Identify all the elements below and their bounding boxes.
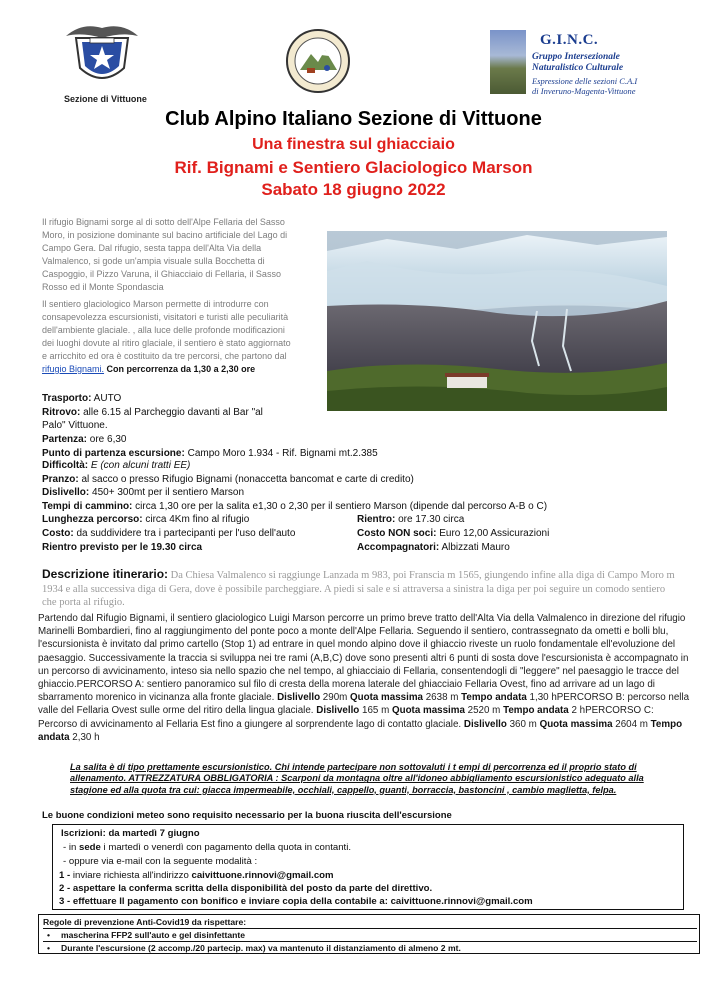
rifugio-link[interactable]: rifugio Bignami. [42, 364, 105, 374]
route-c-quota: 2604 m [612, 718, 651, 730]
route-c-quota-label: Quota massima [539, 718, 613, 730]
info-rientro-previsto [42, 541, 202, 554]
intro-p2-text: Il sentiero glaciologico Marson permette di introdurre con consapevolezza escursionisti, visitatori e turisti alle peculiarità dell'ambiente glaciale. , alla luce delle profonde modificazioni dei luoghi dovute al ritiro glaciale, il sentiero è stato aggiornato e arricchito ed ora è costituito da tre percorsi, che partono dal [42, 299, 291, 361]
trasporto-label: Trasporto: [42, 393, 92, 404]
route-b-tempo-label: Tempo andata [503, 705, 569, 717]
route-c-tempo-label: Tempo andata [38, 718, 683, 743]
step1-text: inviare richiesta all'indirizzo [72, 870, 192, 881]
rientro-previsto: Rientro previsto per le 19.30 circa [42, 542, 203, 553]
info-accompagnatori [357, 541, 510, 554]
route-a-disl-label: Dislivello [277, 692, 321, 704]
route-b-quota: 2520 m [464, 705, 504, 717]
difficolta-label: Difficoltà: [42, 460, 89, 471]
covid-rule-1 [43, 928, 697, 941]
covid-rule-2-text: Durante l'escursione (2 accomp./20 partecip. max) va mantenuto il distanziamento di almeno 2 mt. [61, 943, 461, 953]
accompagnatori-label: Accompagnatori: [357, 542, 440, 553]
pranzo-value: al sacco o presso Rifugio Bignami (nonaccetta bancomat e carte di credito) [78, 474, 414, 485]
registration-step-1 [59, 870, 334, 881]
registration-step-3: 3 - effettuare Il pagamento con bonifico e inviare copia della contabile a: caivittuone.rinnovi@gmail.com [59, 896, 533, 907]
ginc-line4: di Inveruno-Magenta-Vittuone [532, 86, 636, 96]
tempi-label: Tempi di cammino: [42, 501, 133, 512]
ginc-photo [490, 30, 526, 94]
weather-note: Le buone condizioni meteo sono requisito necessario per la buona riuscita dell'escursione [42, 810, 452, 821]
accompagnatori-value: Albizzati Mauro [439, 542, 510, 553]
route-c-tempo: 2,30 h [69, 731, 100, 743]
step1-email[interactable]: caivittuone.rinnovi@gmail.com [191, 870, 334, 881]
step1-number: 1 - [59, 870, 73, 881]
sede-text: i martedì o venerdì con pagamento della quota in contanti. [100, 842, 352, 853]
info-pranzo [42, 473, 414, 486]
description-text: Da Chiesa Valmalenco si raggiunge Lanzada m 983, poi Franscia m 1565, giungendo infine alla diga di Campo Moro m 1934 e alla successiva diga di Gera, dove è possibile parcheggiare. A piedi si sale e si attraversa a sinistra la diga per poi seguire un comodo sentiero che porta al rifugio. [42, 570, 675, 608]
registration-box [52, 824, 684, 910]
route-a-tempo-label: Tempo andata [461, 692, 527, 704]
route-b-quota-label: Quota massima [391, 705, 465, 717]
round-logo [285, 28, 351, 94]
rientro-value: ore 17.30 circa [395, 514, 465, 525]
route-description [38, 612, 690, 744]
info-tempi [42, 500, 547, 513]
subtitle-window: Una finestra sul ghiacciaio [252, 136, 455, 153]
event-date: Sabato 18 giugno 2022 [261, 180, 446, 199]
costo-label: Costo: [42, 528, 74, 539]
intro-p2-duration: Con percorrenza da 1,30 a 2,30 ore [104, 364, 256, 374]
cai-logo [62, 14, 142, 92]
ritrovo-label: Ritrovo: [42, 407, 81, 418]
info-ritrovo-2: Palo" Vittuone. [42, 420, 108, 431]
bullet-icon: • [47, 930, 51, 940]
route-a-disl: 290m [320, 692, 351, 704]
partenza-value: ore 6,30 [87, 434, 127, 445]
itinerary-description [42, 568, 682, 610]
punto-label: Punto di partenza escursione: [42, 448, 185, 459]
info-ritrovo [42, 406, 263, 419]
trasporto-value: AUTO [91, 393, 122, 404]
costo-non-soci-label: Costo NON soci: [357, 528, 437, 539]
ginc-line2: Naturalistico Culturale [532, 63, 624, 73]
route-b-tempo: 2 hPERCORSO C: Percorso di avvicinamento al Fellaria Est fino a giungere al sorprendente lago di contatto glaciale. [38, 705, 654, 730]
tempi-value: circa 1,30 ore per la salita e1,30 o 2,30 per il sentiero Marson (dipende dal percorso A-B o C) [132, 501, 548, 512]
covid-title: Regole di prevenzione Anti-Covid19 da rispettare: [43, 917, 247, 927]
intro-paragraph-1: Il rifugio Bignami sorge al di sotto dell'Alpe Fellaria del Sasso Moro, in posizione dominante sul bacino artificiale del Lago di Campo Gera. Dal rifugio, sesta tappa dell'Alta Via della Valmalenco, si gode un'ampia visuale sulla Bocchetta di Caspoggio, il Pizzo Varuna, il Ghiacciaio di Fellaria, il Sasso Rosso ed il Monte Spondascia [42, 217, 288, 292]
registration-line-sede [63, 842, 351, 853]
registration-step-2: 2 - aspettare la conferma scritta della disponibilità del posto da parte del direttivo. [59, 883, 433, 894]
route-c-disl-label: Dislivello [463, 718, 507, 730]
costo-value: da suddividere tra i partecipanti per l'uso dell'auto [73, 528, 296, 539]
info-trasporto [42, 392, 121, 405]
registration-title: Iscrizioni: da martedì 7 giugno [61, 828, 200, 839]
dislivello-label: Dislivello: [42, 487, 90, 498]
ginc-line1: Gruppo Intersezionale [532, 52, 620, 62]
covid-rules-box [38, 914, 700, 954]
ginc-subtitle-2 [532, 76, 707, 96]
ginc-title: G.I.N.C. [540, 32, 599, 48]
route-b-disl: 165 m [359, 705, 392, 717]
intro-paragraph-2 [42, 298, 298, 376]
equipment-warning: La salita è di tipo prettamente escursionistico. Chi intende partecipare non sottovaluti i t empi di percorrenza ed il proprio stato di allenamento. ATTREZZATURA OBBLIGATORIA : Scarponi da montagna oltre all'idoneo abbigliamento escursionistico adeguato alla stagione ed alla quota tra cui: giacca impermeabile, occhiali, cappello, guanti, borraccia, bastoncini , cambio maglietta, felpa. [70, 762, 644, 795]
ritrovo-value: alle 6.15 al Parcheggio davanti al Bar "al [80, 407, 263, 418]
info-costo [42, 527, 295, 540]
route-a-quota: 2638 m [423, 692, 462, 704]
route-text: Partendo dal Rifugio Bignami, il sentiero glaciologico Luigi Marson percorre un primo breve tratto dell'Alta Via della Valmalenco in direzione del rifugio Marinelli Bombardieri, fino al raggiungimento del ponte poco a monte dell'Alpe Fellaria. Seguendo il sentiero, contrassegnato da ometti e bolli blu, l'escursionista è invitato dal primo cartello (Stop 1) ad entrare in quel mondo alpino dove il ghiaccio riveste un ruolo fondamentale ell'evoluzione del paesaggio. Successivamente la traccia si sviluppa nei tre rami (A,B,C) dove sono presenti altri 6 punti di sosta dove l'escursionista è accompagnato in un percorso di avvicinamento, inteso sia nello spazio che nel tempo, al ghiacciaio di Fellaria, consentendogli di "leggere" nel paesaggio le tracce del ghiaccio.PERCORSO A: sentiero panoramico sul filo di cresta della morena laterale del ghiacciaio Fellaria Ovest, fino ad arrivare ad un lago di sbarramento morenico in vicinanza alla fronte glaciale. [38, 613, 689, 704]
main-title: Club Alpino Italiano Sezione di Vittuone [165, 108, 542, 130]
registration-line-email: - oppure via e-mail con la seguente modalità : [63, 856, 258, 867]
lunghezza-label: Lunghezza percorso: [42, 514, 143, 525]
sede-word: sede [79, 842, 101, 853]
info-partenza [42, 433, 127, 446]
glacier-photo [327, 231, 667, 411]
route-a-tempo: 1,30 hPERCORSO B: percorso nella valle del Fellaria Ovest sulle orme del ritiro della lingua glaciale. [38, 692, 690, 717]
route-c-disl: 360 m [506, 718, 540, 730]
cai-caption: Sezione di Vittuone [64, 94, 147, 104]
route-a-quota-label: Quota massima [350, 692, 423, 704]
info-difficolta [42, 459, 190, 472]
ginc-subtitle [532, 52, 707, 74]
info-lunghezza [42, 513, 249, 526]
pranzo-label: Pranzo: [42, 474, 79, 485]
subtitle-refuge: Rif. Bignami e Sentiero Glaciologico Marson [174, 158, 533, 177]
punto-value: Campo Moro 1.934 - Rif. Bignami mt.2.385 [184, 448, 378, 459]
sede-prefix: - in [63, 842, 79, 853]
bullet-icon: • [47, 943, 51, 953]
lunghezza-value: circa 4Km fino al rifugio [142, 514, 250, 525]
route-b-disl-label: Dislivello [316, 705, 360, 717]
partenza-label: Partenza: [42, 434, 88, 445]
dislivello-value: 450+ 300mt per il sentiero Marson [89, 487, 245, 498]
description-label: Descrizione itinerario: [42, 567, 169, 581]
info-dislivello [42, 486, 244, 499]
covid-rule-1-text: mascherina FFP2 sull'auto e gel disinfettante [61, 930, 245, 940]
covid-rule-2 [43, 941, 697, 954]
costo-non-soci-value: Euro 12,00 Assicurazioni [436, 528, 550, 539]
difficolta-value: E (con alcuni tratti EE) [88, 460, 191, 471]
info-rientro [357, 513, 464, 526]
rientro-label: Rientro: [357, 514, 396, 525]
ginc-line3: Espressione delle sezioni C.A.I [532, 76, 638, 86]
info-costo-non-soci [357, 527, 549, 540]
